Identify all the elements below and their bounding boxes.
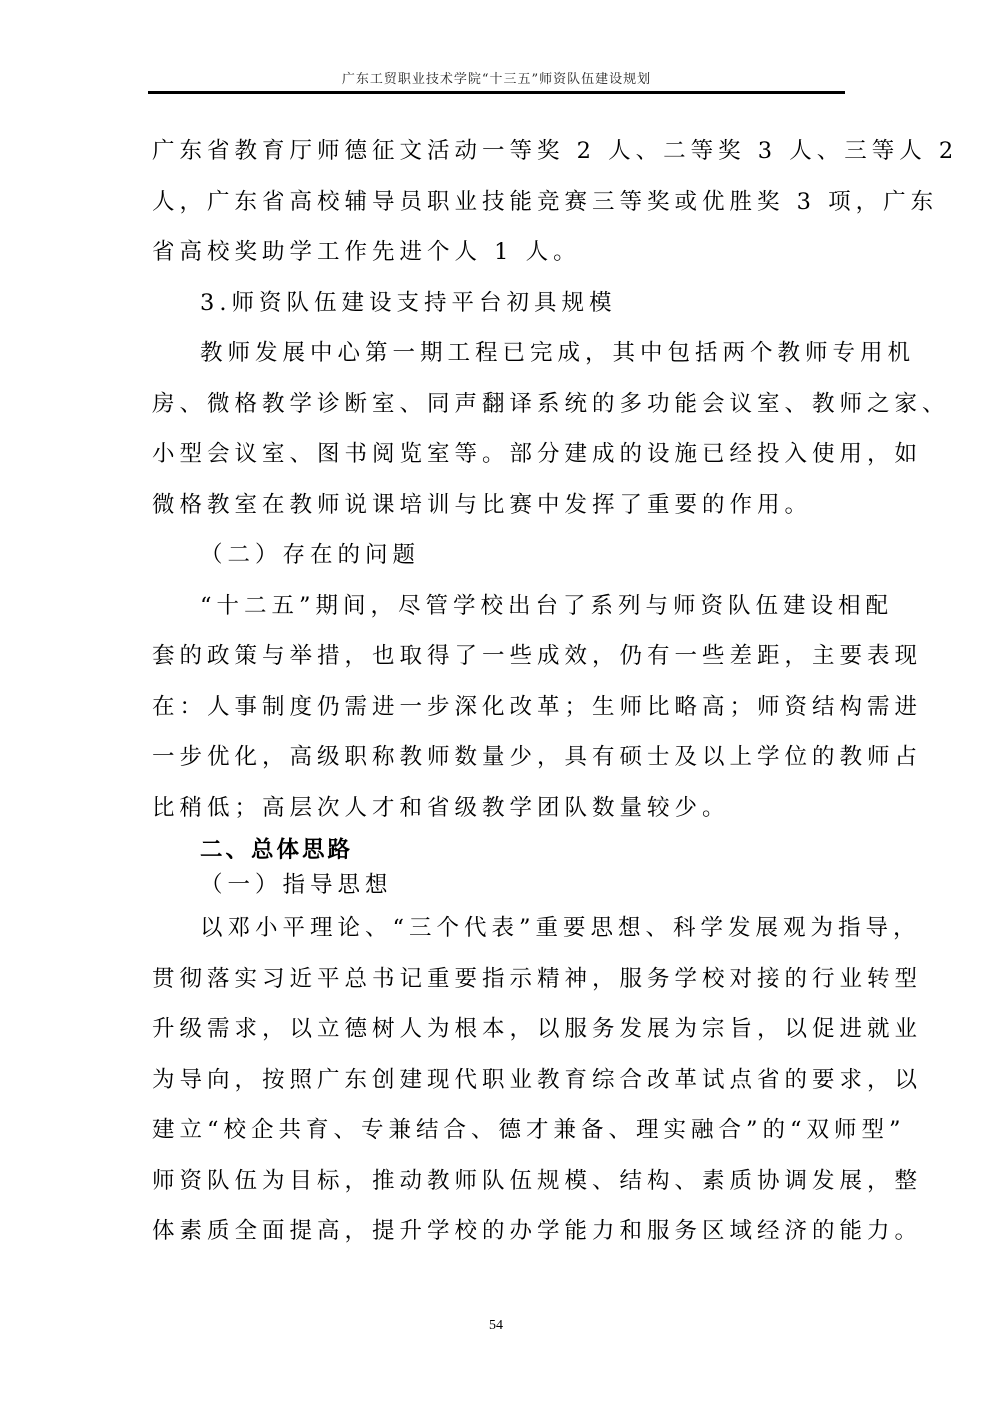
problems-line-2: 套的政策与举措，也取得了一些成效，仍有一些差距，主要表现 — [152, 643, 923, 669]
running-header: 广东工贸职业技术学院“十三五”师资队伍建设规划 — [341, 72, 652, 87]
platform-line-2: 房、微格教学诊断室、同声翻译系统的多功能会议室、教师之家、 — [152, 390, 950, 417]
problems-title: （二）存在的问题 — [200, 542, 421, 568]
platform-line-1: 教师发展中心第一期工程已完成，其中包括两个教师专用机 — [200, 340, 916, 366]
problems-line-5: 比稍低；高层次人才和省级教学团队数量较少。 — [152, 794, 730, 821]
guiding-line-3: 升级需求，以立德树人为根本，以服务发展为宗旨，以促进就业 — [152, 1016, 923, 1042]
problems-line-1: “十二五”期间，尽管学校出台了系列与师资队伍建设相配 — [200, 592, 894, 619]
page-number: 54 — [489, 1318, 503, 1333]
guiding-heading: （一）指导思想 — [200, 872, 393, 898]
document-body — [152, 126, 959, 1257]
awards-line-2: 人，广东省高校辅导员职业技能竞赛三等奖或优胜奖 3 项，广东 — [152, 188, 939, 215]
awards-line-1: 广东省教育厅师德征文活动一等奖 2 人、二等奖 3 人、三等人 2 — [152, 138, 959, 164]
guiding-line-7: 体素质全面提高，提升学校的办学能力和服务区域经济的能力。 — [152, 1218, 923, 1244]
awards-line-3: 省高校奖助学工作先进个人 1 人。 — [152, 239, 581, 265]
guiding-line-5: 建立“校企共育、专兼结合、德才兼备、理实融合”的“双师型” — [152, 1117, 906, 1143]
guiding-line-6: 师资队伍为目标，推动教师队伍规模、结构、素质协调发展，整 — [152, 1167, 923, 1194]
chapter2-heading: 二、总体思路 — [200, 837, 354, 863]
header-rule — [148, 91, 845, 94]
platform-line-4: 微格教室在教师说课培训与比赛中发挥了重要的作用。 — [152, 491, 813, 518]
section3-title: 3.师资队伍建设支持平台初具规模 — [200, 289, 617, 316]
platform-line-3: 小型会议室、图书阅览室等。部分建成的设施已经投入使用，如 — [152, 441, 923, 467]
problems-line-4: 一步优化，高级职称教师数量少，具有硕士及以上学位的教师占 — [152, 744, 923, 770]
guiding-line-4: 为导向，按照广东创建现代职业教育综合改革试点省的要求，以 — [152, 1066, 923, 1093]
guiding-line-1: 以邓小平理论、“三个代表”重要思想、科学发展观为指导， — [200, 915, 921, 941]
guiding-line-2: 贯彻落实习近平总书记重要指示精神，服务学校对接的行业转型 — [152, 965, 923, 992]
problems-line-3: 在：人事制度仍需进一步深化改革；生师比略高；师资结构需进 — [152, 693, 923, 720]
